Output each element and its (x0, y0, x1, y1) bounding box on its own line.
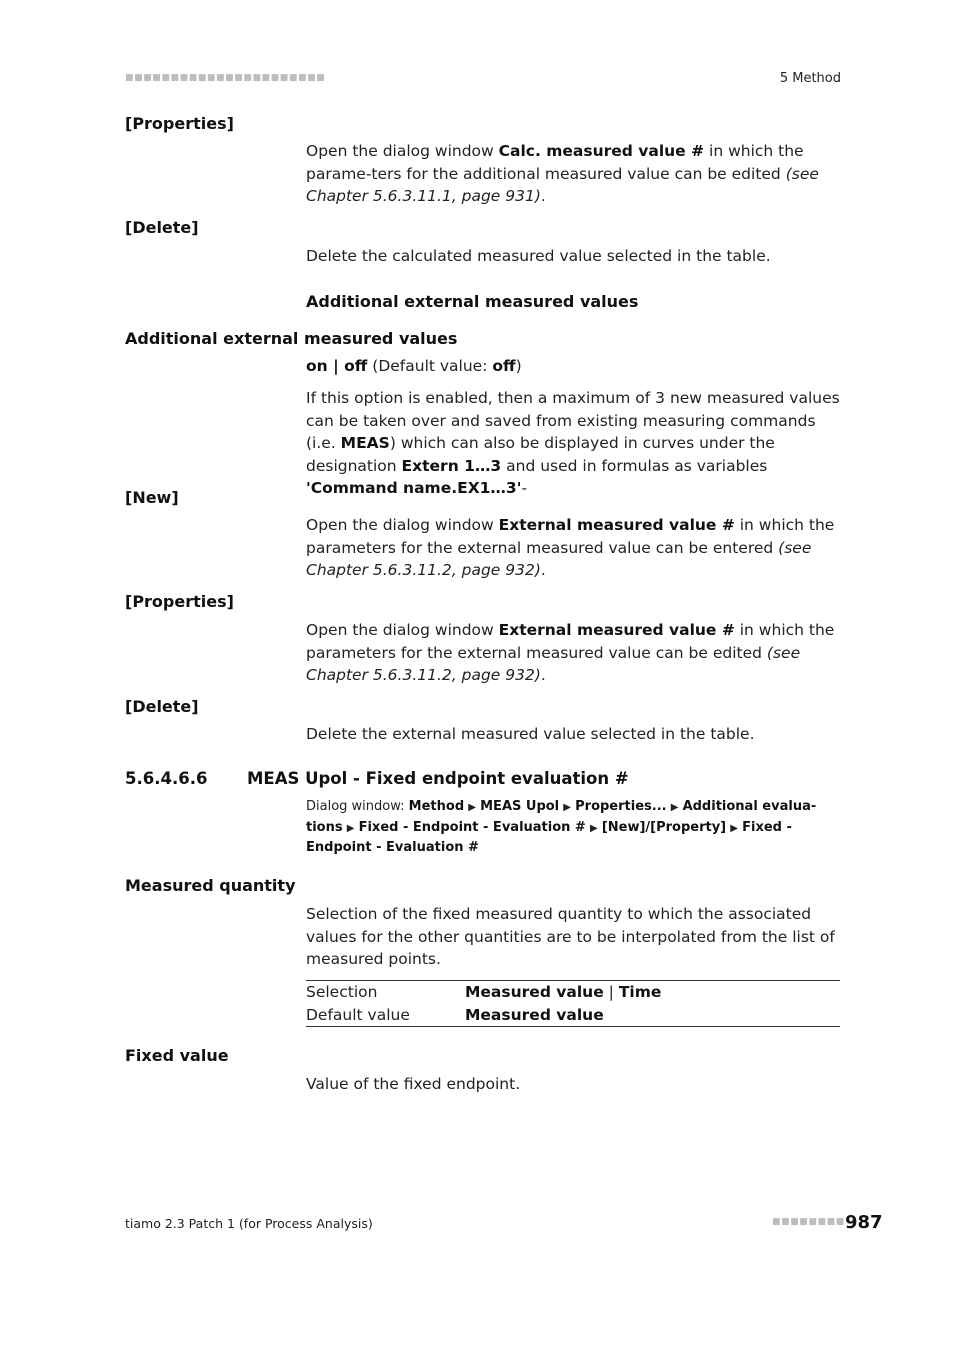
delete-label: [Delete] (125, 697, 199, 716)
chapter-title: 5 Method (779, 71, 841, 86)
section-number: 5.6.4.6.6 (125, 769, 208, 788)
delete-description: Delete the external measured value selected in the table. (306, 725, 755, 743)
arrow-right-icon: ▶ (468, 802, 476, 813)
table-row (306, 980, 840, 1003)
properties-label: [Properties] (125, 114, 234, 133)
subheading: Additional external measured values (306, 292, 639, 311)
page-number: 987 (845, 1212, 883, 1233)
header-decoration: ■■■■■■■■■■■■■■■■■■■■■■ (125, 73, 326, 83)
table-bottom-rule (306, 1026, 840, 1027)
dialog-name: Calc. measured value # (498, 142, 705, 160)
option-values: on | off (Default value: off) (306, 357, 522, 375)
section-title: MEAS Upol - Fixed endpoint evaluation # (247, 769, 629, 788)
table-row (306, 1003, 840, 1026)
selection-value: Measured value | Time (465, 982, 662, 1001)
delete-label: [Delete] (125, 218, 199, 237)
chapter-reference[interactable]: (see Chapter 5.6.3.11.2, page 932) (306, 538, 812, 579)
measured-quantity-description: Selection of the fixed measured quantity to which the associated values for the other quantities are to be interpolated from the list of measured points. (306, 905, 835, 968)
delete-description: Delete the calculated measured value selected in the table. (306, 247, 771, 265)
chapter-reference[interactable]: (see Chapter 5.6.3.11.1, page 931) (306, 164, 819, 205)
fixed-value-description: Value of the fixed endpoint. (306, 1075, 521, 1093)
default-value: Measured value (465, 1005, 604, 1024)
product-name: tiamo 2.3 Patch 1 (for Process Analysis) (125, 1216, 373, 1231)
new-description: Open the dialog window External measured value # in which the parameters for the external measured value can be entered (see Chapter 5.6.3.11.2, page 932). (306, 516, 835, 579)
external-values-label: Additional external measured values (125, 329, 458, 348)
selection-key: Selection (306, 982, 378, 1001)
footer-decoration: ■■■■■■■■ (772, 1217, 845, 1227)
default-key: Default value (306, 1005, 410, 1024)
new-label: [New] (125, 488, 179, 507)
arrow-right-icon: ▶ (346, 822, 355, 834)
properties-label: [Properties] (125, 592, 234, 611)
arrow-right-icon: ▶ (670, 802, 679, 813)
external-values-description: If this option is enabled, then a maximum of 3 new measured values can be taken over and saved from existing measuring commands (i.e. MEAS) which can also be displayed in curves under the designation Extern 1…3 and used in formulas as variables 'Command name.EX1…3'- (306, 389, 840, 497)
arrow-right-icon: ▶ (730, 822, 738, 834)
property-table (306, 980, 840, 1026)
measured-quantity-label: Measured quantity (125, 876, 296, 895)
dialog-path: Dialog window: Method ▶ MEAS Upol ▶ Properties... ▶ Additional evalua-tions ▶ Fixed - Endpoint - Evaluation # ▶ [New]/[Property] ▶ Fixed - Endpoint - Evaluation # (306, 799, 817, 855)
arrow-right-icon: ▶ (563, 802, 571, 813)
properties-description: Open the dialog window Calc. measured value # in which the parame-ters for the additional measured value can be edited (see Chapter 5.6.3.11.1, page 931). (306, 142, 819, 205)
fixed-value-label: Fixed value (125, 1046, 229, 1065)
chapter-reference[interactable]: (see Chapter 5.6.3.11.2, page 932) (306, 643, 801, 684)
arrow-right-icon: ▶ (589, 822, 598, 834)
properties-description: Open the dialog window External measured value # in which the parameters for the external measured value can be edited (see Chapter 5.6.3.11.2, page 932). (306, 621, 835, 684)
